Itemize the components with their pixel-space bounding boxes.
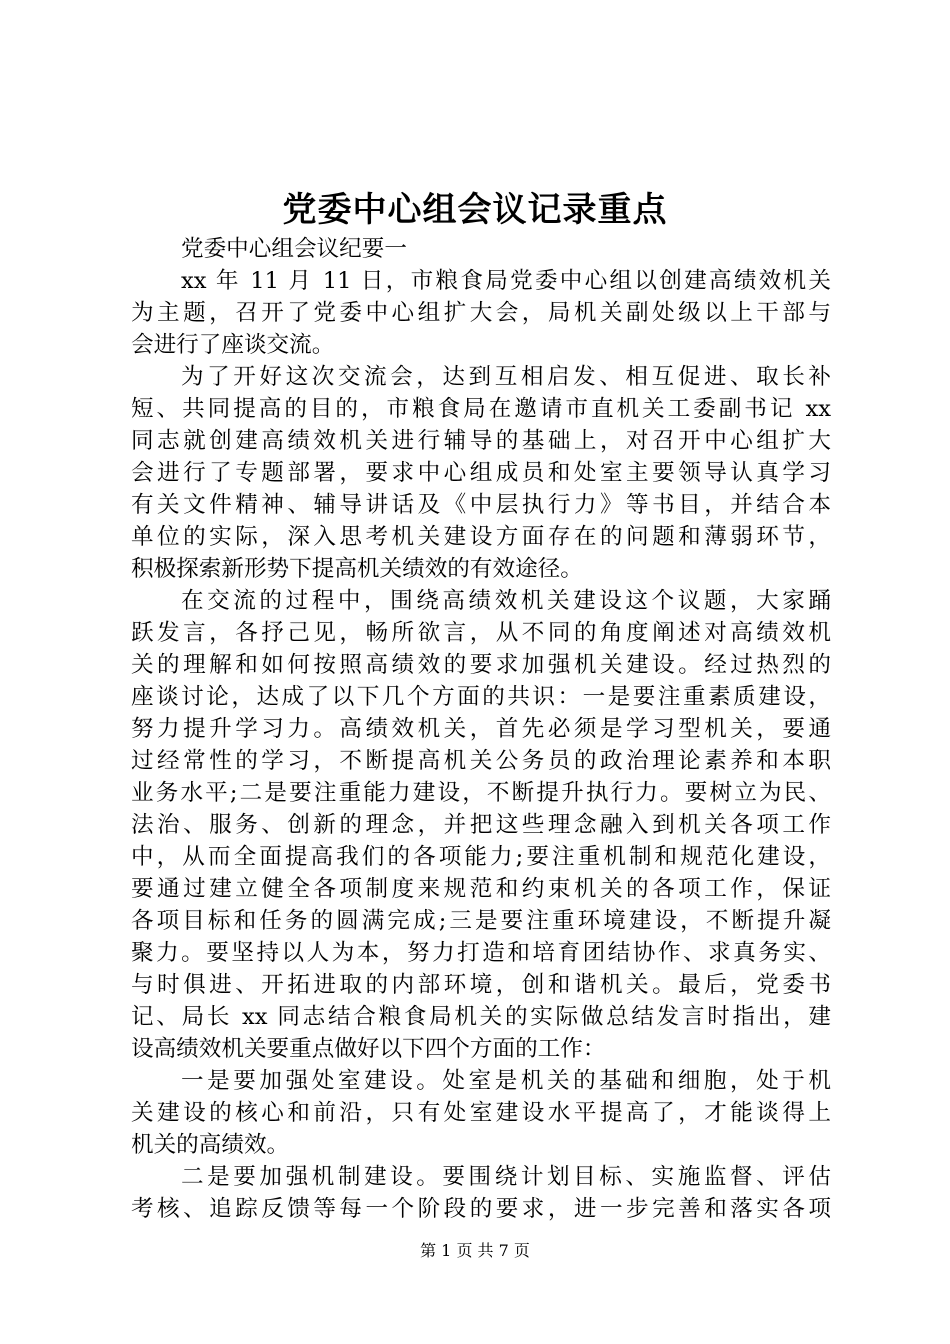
body-text-line: 二是要加强机制建设。要围绕计划目标、实施监督、评估 xyxy=(181,1164,831,1190)
page-number-footer: 第 1 页 共 7 页 xyxy=(420,1241,530,1260)
body-text-line: 记、局长 xx 同志结合粮食局机关的实际做总结发言时指出，建 xyxy=(131,1004,831,1030)
body-text-line: 关建设的核心和前沿，只有处室建设水平提高了，才能谈得上 xyxy=(131,1100,831,1126)
body-text-line: 努力提升学习力。高绩效机关，首先必须是学习型机关，要通 xyxy=(131,716,831,742)
body-text-line: 短、共同提高的目的，市粮食局在邀请市直机关工委副书记 xx xyxy=(131,396,831,422)
body-text-line: 设高绩效机关要重点做好以下四个方面的工作： xyxy=(131,1036,606,1062)
body-text-line: 会进行了座谈交流。 xyxy=(131,332,335,358)
body-text-line: 过经常性的学习，不断提高机关公务员的政治理论素养和本职 xyxy=(131,748,831,774)
body-text-line: 中，从而全面提高我们的各项能力;要注重机制和规范化建设， xyxy=(131,844,831,870)
body-text-line: 一是要加强处室建设。处室是机关的基础和细胞，处于机 xyxy=(181,1068,831,1094)
body-text-line: 在交流的过程中，围绕高绩效机关建设这个议题，大家踊 xyxy=(181,588,831,614)
document-body xyxy=(131,233,831,1225)
body-text-line: 法治、服务、创新的理念，并把这些理念融入到机关各项工作 xyxy=(131,812,831,838)
body-text-line: 会进行了专题部署，要求中心组成员和处室主要领导认真学习 xyxy=(131,460,831,486)
body-text-line: 业务水平;二是要注重能力建设，不断提升执行力。要树立为民、 xyxy=(131,780,831,806)
body-text-line: 各项目标和任务的圆满完成;三是要注重环境建设，不断提升凝 xyxy=(131,908,831,934)
document-title: 党委中心组会议记录重点 xyxy=(282,190,668,230)
body-text-line: 机关的高绩效。 xyxy=(131,1132,290,1158)
body-text-line: 跃发言，各抒己见，畅所欲言，从不同的角度阐述对高绩效机 xyxy=(131,620,831,646)
body-text-line: 聚力。要坚持以人为本，努力打造和培育团结协作、求真务实、 xyxy=(131,940,831,966)
body-text-line: 积极探索新形势下提高机关绩效的有效途径。 xyxy=(131,556,583,582)
body-text-line: 与时俱进、开拓进取的内部环境，创和谐机关。最后，党委书 xyxy=(131,972,831,998)
body-text-line: 有关文件精神、辅导讲话及《中层执行力》等书目，并结合本 xyxy=(131,492,831,518)
body-text-line: 关的理解和如何按照高绩效的要求加强机关建设。经过热烈的 xyxy=(131,652,831,678)
body-text-line: 同志就创建高绩效机关进行辅导的基础上，对召开中心组扩大 xyxy=(131,428,831,454)
body-text-line: 要通过建立健全各项制度来规范和约束机关的各项工作，保证 xyxy=(131,876,831,902)
body-text-line: xx 年 11 月 11 日，市粮食局党委中心组以创建高绩效机关 xyxy=(181,268,831,294)
body-text-line: 单位的实际，深入思考机关建设方面存在的问题和薄弱环节， xyxy=(131,524,831,550)
body-text-line: 考核、追踪反馈等每一个阶段的要求，进一步完善和落实各项 xyxy=(131,1196,831,1222)
body-text-line: 党委中心组会议纪要一 xyxy=(181,236,407,262)
body-text-line: 为了开好这次交流会，达到互相启发、相互促进、取长补 xyxy=(181,364,831,390)
body-text-line: 座谈讨论，达成了以下几个方面的共识：一是要注重素质建设， xyxy=(131,684,831,710)
body-text-line: 为主题，召开了党委中心组扩大会，局机关副处级以上干部与 xyxy=(131,300,831,326)
